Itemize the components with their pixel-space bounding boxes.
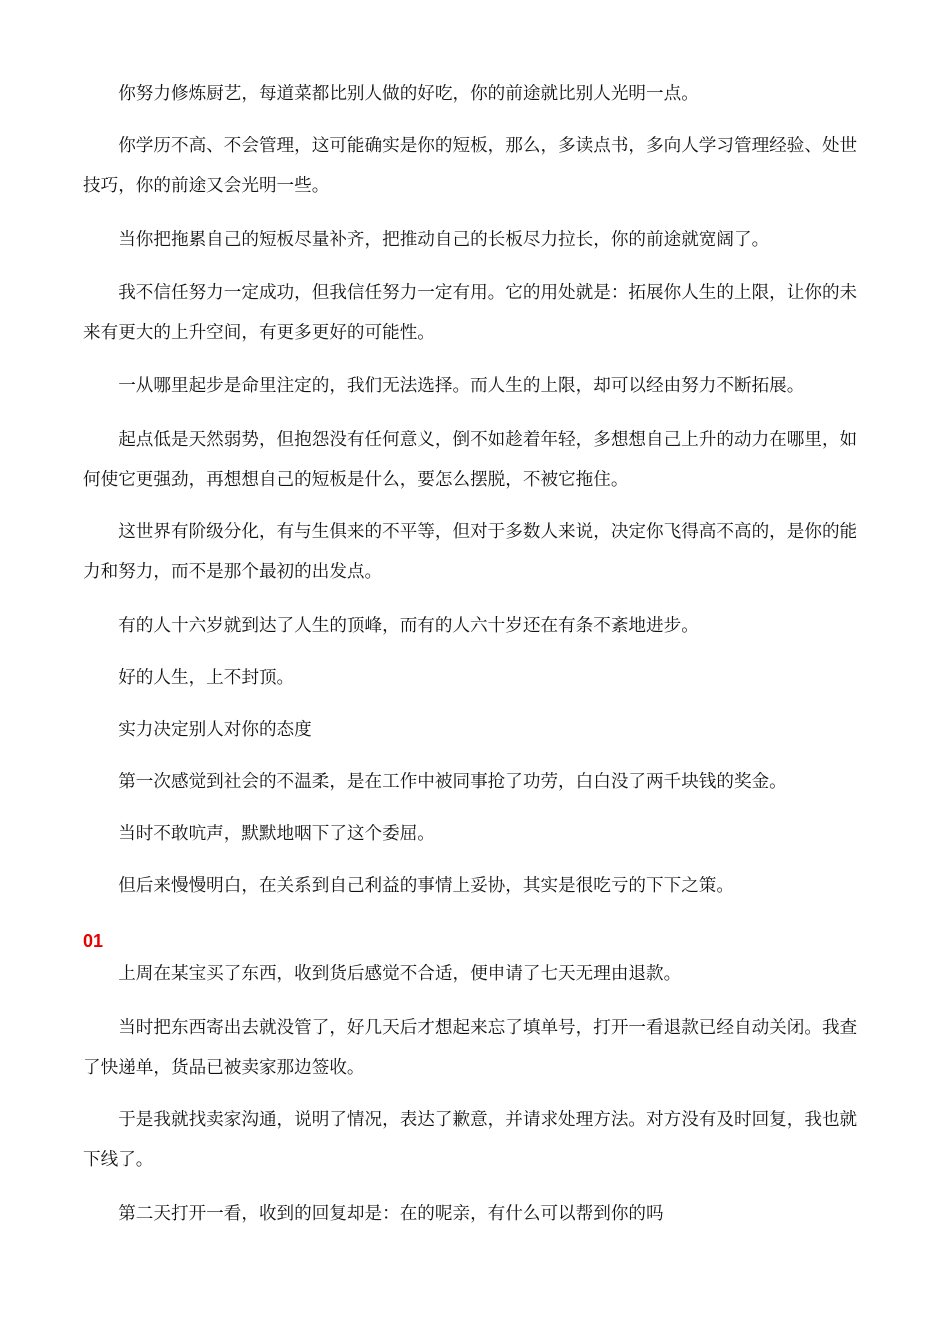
- paragraph: 你学历不高、不会管理，这可能确实是你的短板，那么，多读点书，多向人学习管理经验、处世技巧，你的前途又会光明一些。: [83, 136, 858, 196]
- paragraph: 有的人十六岁就到达了人生的顶峰，而有的人六十岁还在有条不紊地进步。: [118, 616, 699, 636]
- section-number-heading: 01: [83, 931, 104, 951]
- paragraph: 但后来慢慢明白，在关系到自己利益的事情上妥协，其实是很吃亏的下下之策。: [118, 876, 734, 896]
- paragraph: 好的人生，上不封顶。: [118, 668, 295, 688]
- paragraph: 一从哪里起步是命里注定的，我们无法选择。而人生的上限，却可以经由努力不断拓展。: [118, 376, 805, 396]
- paragraph: 你努力修炼厨艺，每道菜都比别人做的好吃，你的前途就比别人光明一点。: [118, 84, 699, 104]
- paragraph: 第一次感觉到社会的不温柔，是在工作中被同事抢了功劳，白白没了两千块钱的奖金。: [118, 772, 787, 792]
- paragraph: 当时不敢吭声，默默地咽下了这个委屈。: [118, 824, 435, 844]
- paragraph: 这世界有阶级分化，有与生俱来的不平等，但对于多数人来说，决定你飞得高不高的，是你的能力和努力，而不是那个最初的出发点。: [83, 522, 858, 582]
- paragraph: 上周在某宝买了东西，收到货后感觉不合适，便申请了七天无理由退款。: [118, 964, 682, 984]
- subheading: 实力决定别人对你的态度: [118, 720, 312, 740]
- paragraph: 于是我就找卖家沟通，说明了情况，表达了歉意，并请求处理方法。对方没有及时回复，我也就下线了。: [83, 1110, 858, 1170]
- paragraph: 当时把东西寄出去就没管了，好几天后才想起来忘了填单号，打开一看退款已经自动关闭。我查了快递单，货品已被卖家那边签收。: [83, 1018, 858, 1078]
- paragraph: 我不信任努力一定成功，但我信任努力一定有用。它的用处就是：拓展你人生的上限，让你的未来有更大的上升空间，有更多更好的可能性。: [83, 283, 858, 343]
- paragraph: 第二天打开一看，收到的回复却是：在的呢亲，有什么可以帮到你的吗: [118, 1204, 664, 1224]
- paragraph: 起点低是天然弱势，但抱怨没有任何意义，倒不如趁着年轻，多想想自己上升的动力在哪里，如何使它更强劲，再想想自己的短板是什么，要怎么摆脱，不被它拖住。: [83, 430, 858, 490]
- paragraph: 当你把拖累自己的短板尽量补齐，把推动自己的长板尽力拉长，你的前途就宽阔了。: [118, 230, 770, 250]
